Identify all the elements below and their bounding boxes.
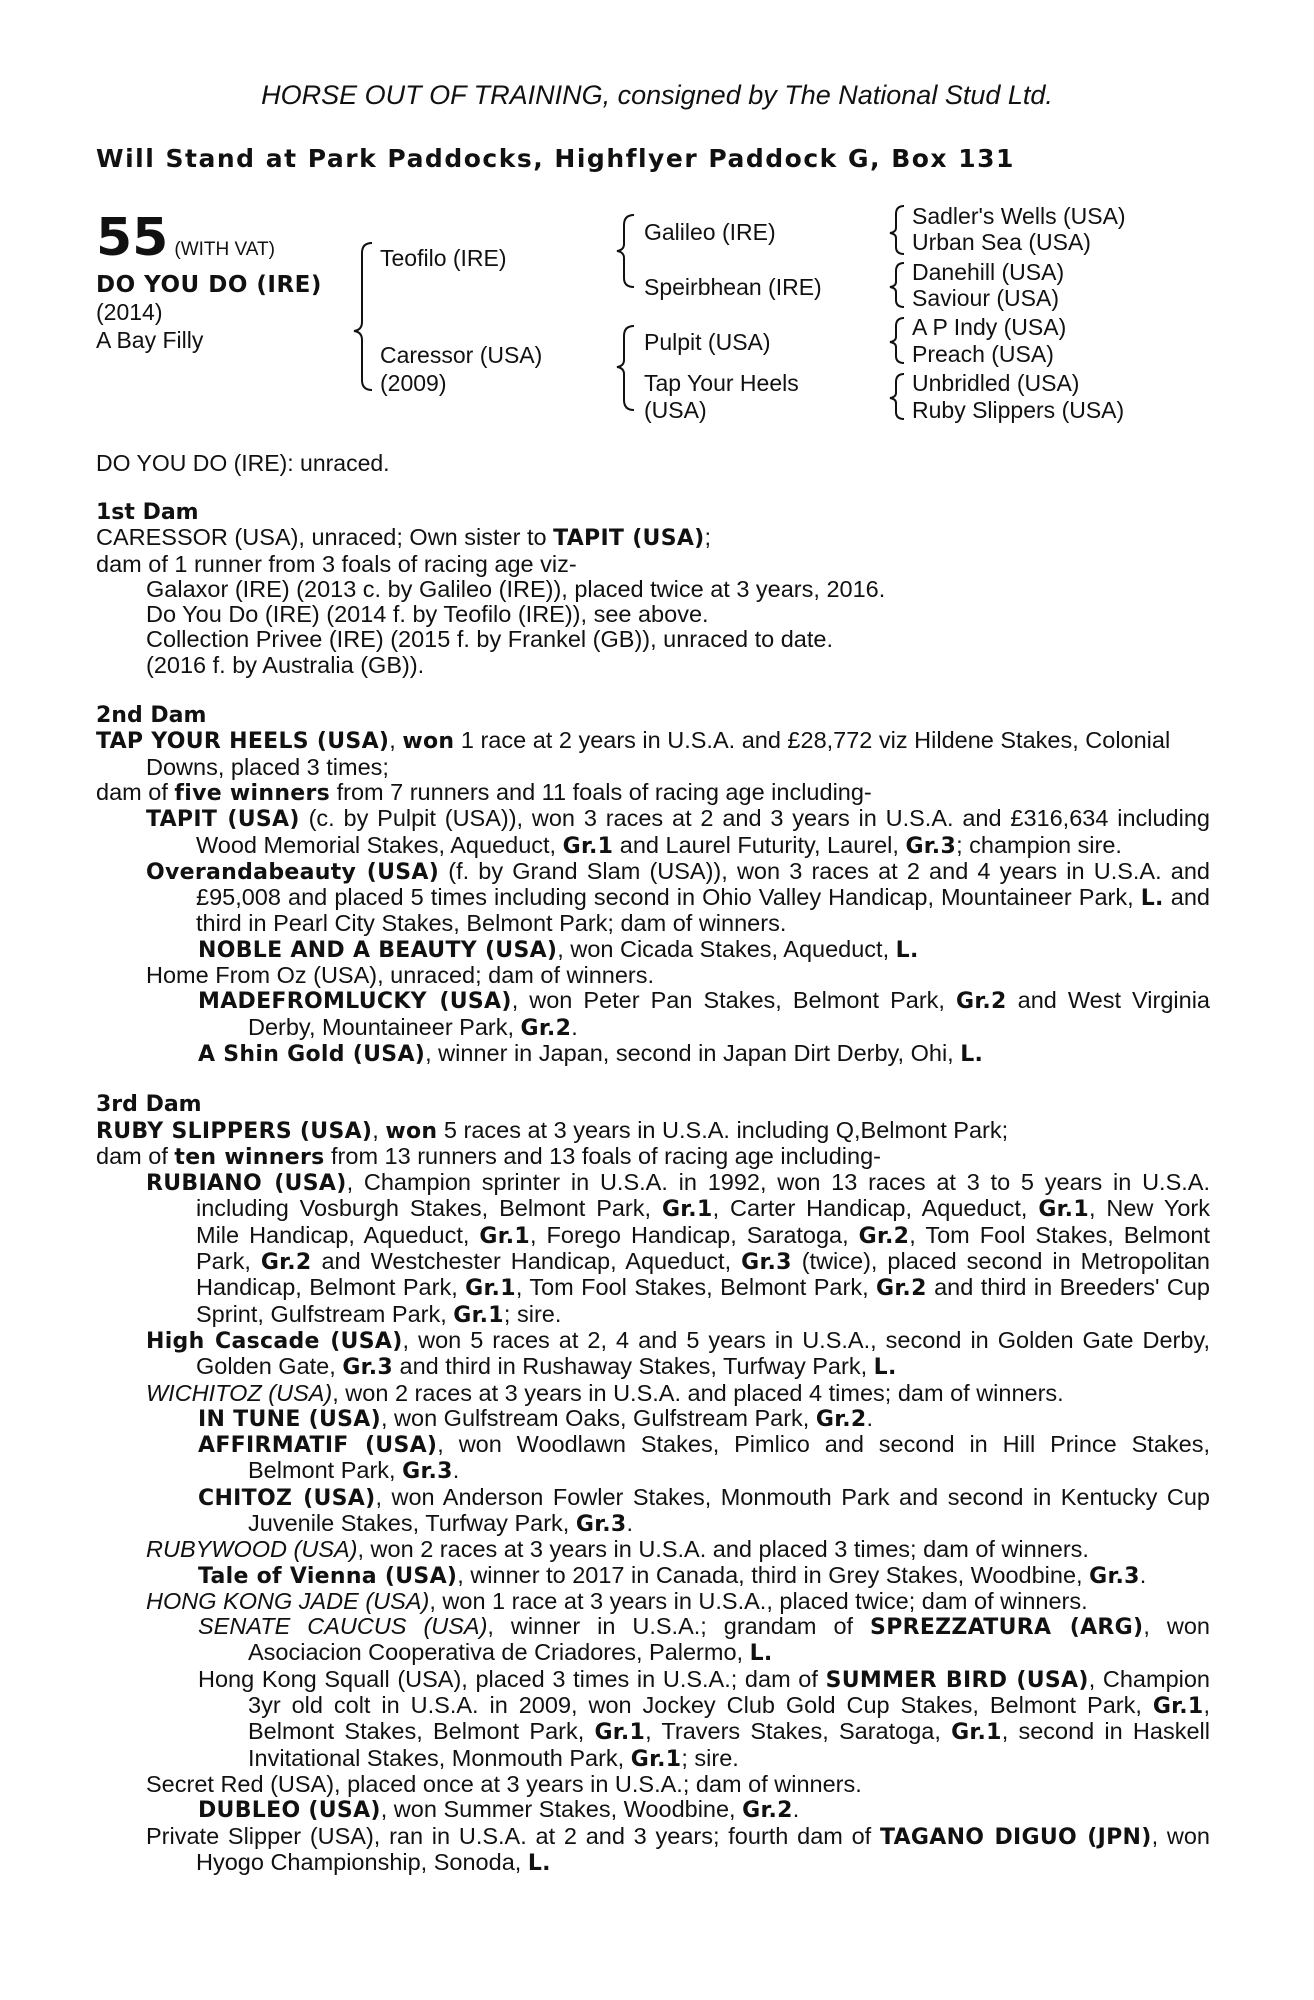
- gg-dam-3: Preach (USA): [912, 341, 1054, 367]
- produce-item: (2016 f. by Australia (GB)).: [146, 651, 425, 678]
- vat-label: (WITH VAT): [174, 239, 275, 260]
- sire-dam: Speirbhean (IRE): [644, 274, 822, 300]
- race-summary: DO YOU DO (IRE): unraced.: [96, 450, 390, 476]
- gg-dam-1: Urban Sea (USA): [912, 229, 1091, 255]
- first-dam-title: 1st Dam: [96, 500, 199, 525]
- consignment-line: HORSE OUT OF TRAINING, consigned by The National Stud Ltd.: [261, 80, 1053, 110]
- dam-sire: Pulpit (USA): [644, 329, 771, 355]
- first-dam-produce-line: dam of 1 runner from 3 foals of racing age viz-: [96, 550, 577, 577]
- dam-dam-suffix: (USA): [644, 397, 707, 423]
- grand-produce-item: MADEFROMLUCKY (USA), won Peter Pan Stakes, Belmont Park, Gr.2 and West Virginia Derby, Mountaineer Park, Gr.2.: [198, 987, 1210, 1041]
- produce-item: WICHITOZ (USA), won 2 races at 3 years in U.S.A. and placed 4 times; dam of winners.: [146, 1379, 1064, 1406]
- gg-sire-3: A P Indy (USA): [912, 314, 1067, 340]
- stand-location: Will Stand at Park Paddocks, Highflyer Paddock G, Box 131: [96, 144, 1015, 173]
- family-notes: [96, 500, 1210, 1876]
- produce-item: Do You Do (IRE) (2014 f. by Teofilo (IRE)), see above.: [146, 601, 709, 628]
- third-dam-line: RUBY SLIPPERS (USA), won 5 races at 3 years in U.S.A. including Q,Belmont Park;: [96, 1116, 1009, 1144]
- grand-produce-item: A Shin Gold (USA), winner in Japan, second in Japan Dirt Derby, Ohi, L.: [198, 1039, 984, 1067]
- produce-item: Home From Oz (USA), unraced; dam of winners.: [146, 962, 655, 989]
- lot-number: 55: [96, 208, 169, 268]
- second-dam-title: 2nd Dam: [96, 703, 207, 729]
- grand-produce-item: NOBLE AND A BEAUTY (USA), won Cicada Stakes, Aqueduct, L.: [198, 935, 919, 963]
- grand-produce-item: Hong Kong Squall (USA), placed 3 times in U.S.A.; dam of SUMMER BIRD (USA), Champion 3yr old colt in U.S.A. in 2009, won Jockey Club Gold Cup Stakes, Belmont Park, Gr.1, Belmont Stakes, Belmont Park, Gr.1, Travers Stakes, Saratoga, Gr.1, second in Haskell Invitational Stakes, Monmouth Park, Gr.1; sire.: [198, 1665, 1210, 1772]
- second-dam-line: TAP YOUR HEELS (USA), won 1 race at 2 years in U.S.A. and £28,772 viz Hildene Stakes, Colonial Downs, placed 3 times;: [96, 727, 1171, 780]
- produce-item: High Cascade (USA), won 5 races at 2, 4 and 5 years in U.S.A., second in Golden Gate Derby, Golden Gate, Gr.3 and third in Rushaway Stakes, Turfway Park, L.: [146, 1326, 1210, 1381]
- produce-item: Secret Red (USA), placed once at 3 years in U.S.A.; dam of winners.: [146, 1770, 862, 1797]
- gg-sire-1: Sadler's Wells (USA): [912, 203, 1126, 229]
- grand-produce-item: DUBLEO (USA), won Summer Stakes, Woodbine, Gr.2.: [198, 1796, 800, 1824]
- produce-item: TAPIT (USA) (c. by Pulpit (USA)), won 3 races at 2 and 3 years in U.S.A. and £316,634 including Wood Memorial Stakes, Aqueduct, Gr.1 and Laurel Futurity, Laurel, Gr.3; champion sire.: [146, 805, 1210, 859]
- third-dam-produce-line: dam of ten winners from 13 runners and 13 foals of racing age including-: [96, 1142, 881, 1170]
- produce-item: RUBIANO (USA), Champion sprinter in U.S.A. in 1992, won 13 races at 3 to 5 years in U.S.A. including Vosburgh Stakes, Belmont Park, Gr.1, Carter Handicap, Aqueduct, Gr.1, New York Mile Handicap, Aqueduct, Gr.1, Forego Handicap, Saratoga, Gr.2, Tom Fool Stakes, Belmont Park, Gr.2 and Westchester Handicap, Aqueduct, Gr.3 (twice), placed second in Metropolitan Handicap, Belmont Park, Gr.1, Tom Fool Stakes, Belmont Park, Gr.2 and third in Breeders' Cup Sprint, Gulfstream Park, Gr.1; sire.: [146, 1169, 1211, 1328]
- horse-description: A Bay Filly: [96, 327, 204, 353]
- produce-item: Collection Privee (IRE) (2015 f. by Frankel (GB)), unraced to date.: [146, 626, 834, 653]
- produce-item: RUBYWOOD (USA), won 2 races at 3 years in U.S.A. and placed 3 times; dam of winners.: [146, 1536, 1089, 1563]
- dam: Caressor (USA): [380, 342, 543, 368]
- produce-item: HONG KONG JADE (USA), won 1 race at 3 years in U.S.A., placed twice; dam of winners.: [146, 1587, 1088, 1614]
- dam-year: (2009): [380, 370, 447, 396]
- sire: Teofilo (IRE): [380, 245, 507, 271]
- grand-produce-item: AFFIRMATIF (USA), won Woodlawn Stakes, Pimlico and second in Hill Prince Stakes, Belmont Park, Gr.3.: [198, 1431, 1210, 1485]
- second-dam-produce-line: dam of five winners from 7 runners and 11 foals of racing age including-: [96, 778, 872, 806]
- grand-produce-item: Tale of Vienna (USA), winner to 2017 in Canada, third in Grey Stakes, Woodbine, Gr.3.: [198, 1561, 1147, 1589]
- first-dam-line: CARESSOR (USA), unraced; Own sister to TAPIT (USA);: [96, 524, 712, 552]
- dam-dam: Tap Your Heels: [644, 370, 799, 396]
- grand-produce-item: SENATE CAUCUS (USA), winner in U.S.A.; grandam of SPREZZATURA (ARG), won Asociacion Cooperativa de Criadores, Palermo, L.: [198, 1613, 1210, 1667]
- gg-dam-4: Ruby Slippers (USA): [912, 397, 1125, 423]
- gg-sire-2: Danehill (USA): [912, 259, 1065, 285]
- produce-item: Overandabeauty (USA) (f. by Grand Slam (USA)), won 3 races at 2 and 4 years in U.S.A. and £95,008 and placed 5 times including second in Ohio Valley Handicap, Mountaineer Park, L. and third in Pearl City Stakes, Belmont Park; dam of winners.: [146, 857, 1211, 937]
- grand-produce-item: IN TUNE (USA), won Gulfstream Oaks, Gulfstream Park, Gr.2.: [198, 1404, 874, 1432]
- produce-item: Private Slipper (USA), ran in U.S.A. at 2 and 3 years; fourth dam of TAGANO DIGUO (JPN), won Hyogo Championship, Sonoda, L.: [146, 1822, 1210, 1876]
- sire-sire: Galileo (IRE): [644, 219, 776, 245]
- produce-item: Galaxor (IRE) (2013 c. by Galileo (IRE)), placed twice at 3 years, 2016.: [146, 575, 886, 602]
- grand-produce-item: CHITOZ (USA), won Anderson Fowler Stakes, Monmouth Park and second in Kentucky Cup Juvenile Stakes, Turfway Park, Gr.3.: [198, 1483, 1210, 1537]
- horse-year: (2014): [96, 299, 163, 325]
- gg-dam-2: Saviour (USA): [912, 285, 1059, 311]
- third-dam-title: 3rd Dam: [96, 1092, 202, 1118]
- horse-name: DO YOU DO (IRE): [96, 272, 322, 298]
- gg-sire-4: Unbridled (USA): [912, 370, 1080, 396]
